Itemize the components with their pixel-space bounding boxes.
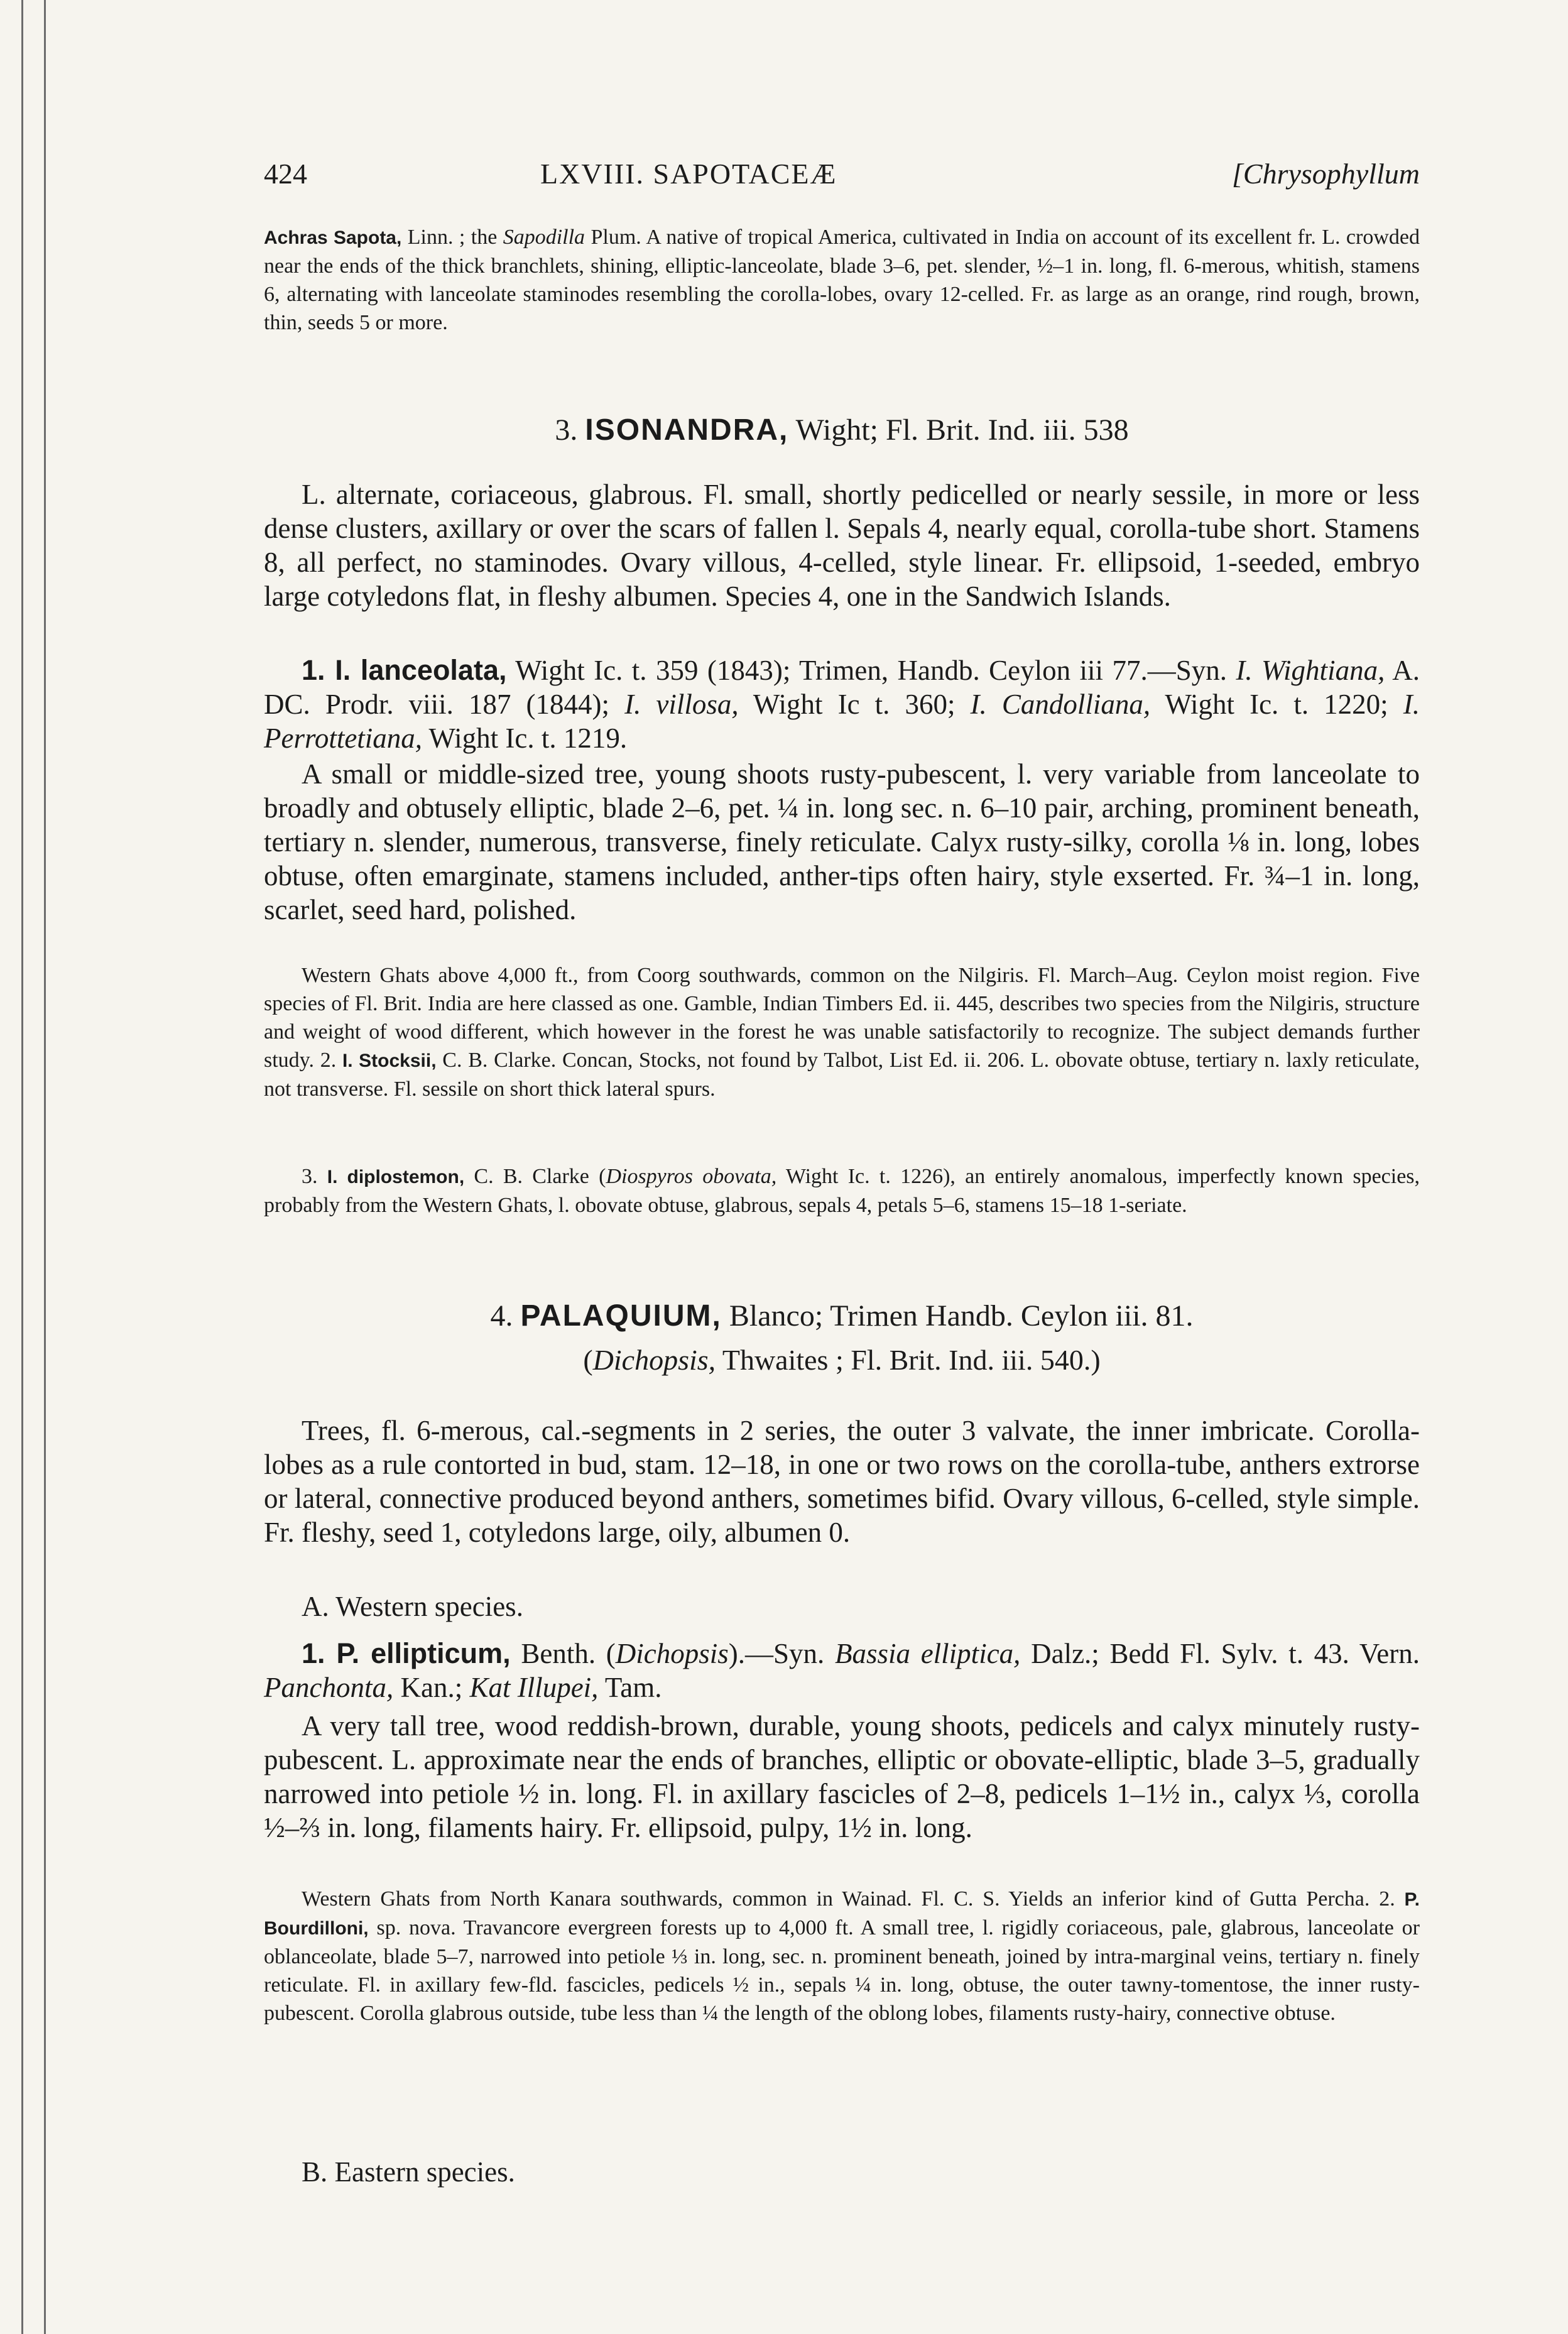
species-name: 1. P. ellipticum, bbox=[302, 1637, 511, 1669]
palaquium-distribution-note: Western Ghats from North Kanara southwards, common in Wainad. Fl. C. S. Yields an inferior kind of Gutta Percha. 2. P. Bourdilloni, sp. nova. Travancore evergreen forests up to 4,000 ft. A small tree, l. rigidly coriaceous, pale, glabrous, lanceolate or oblanceolate, blade 5–7, narrowed into petiole ⅓ in. long, sec. n. prominent beneath, joined by intra-marginal veins, tertiary n. finely reticulate. Fl. in axillary few-fld. fascicles, pedicels ½ in., sepals ¼ in. long, obtuse, the outer tawny-tomentose, the inner rusty-pubescent. Corolla glabrous outside, tube less than ¼ the length of the oblong lobes, filaments rusty-hairy, connective obtuse. bbox=[264, 1887, 1420, 2025]
genus-subheading: (Dichopsis, Thwaites ; Fl. Brit. Ind. iii. 540.) bbox=[583, 1344, 1101, 1376]
page-number: 424 bbox=[264, 158, 307, 190]
family-title: LXVIII. SAPOTACEÆ bbox=[540, 158, 837, 190]
genus-name: PALAQUIUM, bbox=[520, 1299, 722, 1333]
section-b-heading: B. Eastern species. bbox=[302, 2156, 515, 2188]
genus-heading-isonandra: 3. ISONANDRA, Wight; Fl. Brit. Ind. iii. 538 bbox=[555, 413, 1129, 447]
isonandra-species-3-note: 3. I. diplostemon, C. B. Clarke (Diospyros obovata, Wight Ic. t. 1226), an entirely anomalous, imperfectly known species, probably from the Western Ghats, l. obovate obtuse, glabrous, sepals 4, petals 5–6, stamens 15–18 1-seriate. bbox=[264, 1165, 1420, 1217]
isonandra-species-1: 1. I. lanceolata, Wight Ic. t. 359 (1843); Trimen, Handb. Ceylon iii 77.—Syn. I. Wightiana, A. DC. Prodr. viii. 187 (1844); I. villosa, Wight Ic t. 360; I. Candolliana, Wight Ic. t. 1220; I. Perrottetiana, Wight Ic. t. 1219. bbox=[264, 654, 1420, 754]
species-name: Achras Sapota, bbox=[264, 227, 402, 248]
isonandra-species-1-description: A small or middle-sized tree, young shoots rusty-pubescent, l. very variable from lanceolate to broadly and obtusely elliptic, blade 2–6, pet. ¼ in. long sec. n. 6–10 pair, arching, prominent beneath, tertiary n. slender, numerous, transverse, finely reticulate. Calyx rusty-silky, corolla ⅛ in. long, lobes obtuse, often emarginate, stamens included, anther-tips often hairy, style exserted. Fr. ¾–1 in. long, scarlet, seed hard, polished. bbox=[264, 758, 1420, 925]
isonandra-description: L. alternate, coriaceous, glabrous. Fl. small, shortly pedicelled or nearly sessile, in more or less dense clusters, axillary or over the scars of fallen l. Sepals 4, nearly equal, corolla-tube short. Stamens 8, all perfect, no staminodes. Ovary villous, 4-celled, style linear. Fr. ellipsoid, 1-seeded, embryo large cotyledons flat, in fleshy albumen. Species 4, one in the Sandwich Islands. bbox=[264, 479, 1420, 612]
species-name: I. diplostemon, bbox=[327, 1167, 465, 1187]
palaquium-species-1-description: A very tall tree, wood reddish-brown, durable, young shoots, pedicels and calyx minutely rusty-pubescent. L. approximate near the ends of branches, elliptic or obovate-elliptic, blade 3–5, gradually narrowed into petiole ½ in. long. Fl. in axillary fascicles of 2–8, pedicels 1–1½ in., calyx ⅓, corolla ½–⅔ in. long, filaments hairy. Fr. ellipsoid, pulpy, 1½ in. long. bbox=[264, 1710, 1420, 1843]
common-name: Sapodilla bbox=[503, 226, 585, 249]
genus-reference: [Chrysophyllum bbox=[1232, 158, 1420, 190]
palaquium-description: Trees, fl. 6-merous, cal.-segments in 2 series, the outer 3 valvate, the inner imbricate. Corolla-lobes as a rule contorted in bud, stam. 12–18, in one or two rows on the corolla-tube, anthers extrorse or lateral, connective produced beyond anthers, sometimes bifid. Ovary villous, 6-celled, style simple. Fr. fleshy, seed 1, cotyledons large, oily, albumen 0. bbox=[264, 1415, 1420, 1548]
palaquium-species-1: 1. P. ellipticum, Benth. (Dichopsis).—Syn. Bassia elliptica, Dalz.; Bedd Fl. Sylv. t. 43. Vern. Panchonta, Kan.; Kat Illupei, Tam. bbox=[264, 1637, 1420, 1703]
isonandra-distribution-note: Western Ghats above 4,000 ft., from Coorg southwards, common on the Nilgiris. Fl. March–Aug. Ceylon moist region. Five species of Fl. Brit. India are here classed as one. Gamble, Indian Timbers Ed. ii. 445, describes two species from the Nilgiris, structure and weight of wood different, which however in the forest he was unable satisfactorily to recognize. The subject demands further study. 2. I. Stocksii, C. B. Clarke. Concan, Stocks, not found by Talbot, List Ed. ii. 206. L. obovate obtuse, tertiary n. laxly reticulate, not transverse. Fl. sessile on short thick lateral spurs. bbox=[264, 964, 1420, 1101]
genus-heading-palaquium: 4. PALAQUIUM, Blanco; Trimen Handb. Ceylon iii. 81. bbox=[490, 1299, 1194, 1333]
achras-note: Achras Sapota, Linn. ; the Sapodilla Plum. A native of tropical America, cultivated in India on account of its excellent fr. L. crowded near the ends of the thick branchlets, shining, elliptic-lanceolate, blade 3–6, pet. slender, ½–1 in. long, fl. 6-merous, whitish, stamens 6, alternating with lanceolate staminodes resembling the corolla-lobes, ovary 12-celled. Fr. as large as an orange, rind rough, brown, thin, seeds 5 or more. bbox=[264, 226, 1420, 334]
species-name: P. Bourdilloni, bbox=[264, 1889, 1420, 1939]
genus-name: ISONANDRA, bbox=[585, 413, 789, 447]
binding-edge bbox=[0, 0, 60, 2334]
running-header bbox=[264, 157, 1420, 207]
section-a-heading: A. Western species. bbox=[302, 1591, 523, 1622]
species-name: 1. I. lanceolata, bbox=[302, 654, 507, 686]
species-name: I. Stocksii, bbox=[342, 1050, 437, 1071]
